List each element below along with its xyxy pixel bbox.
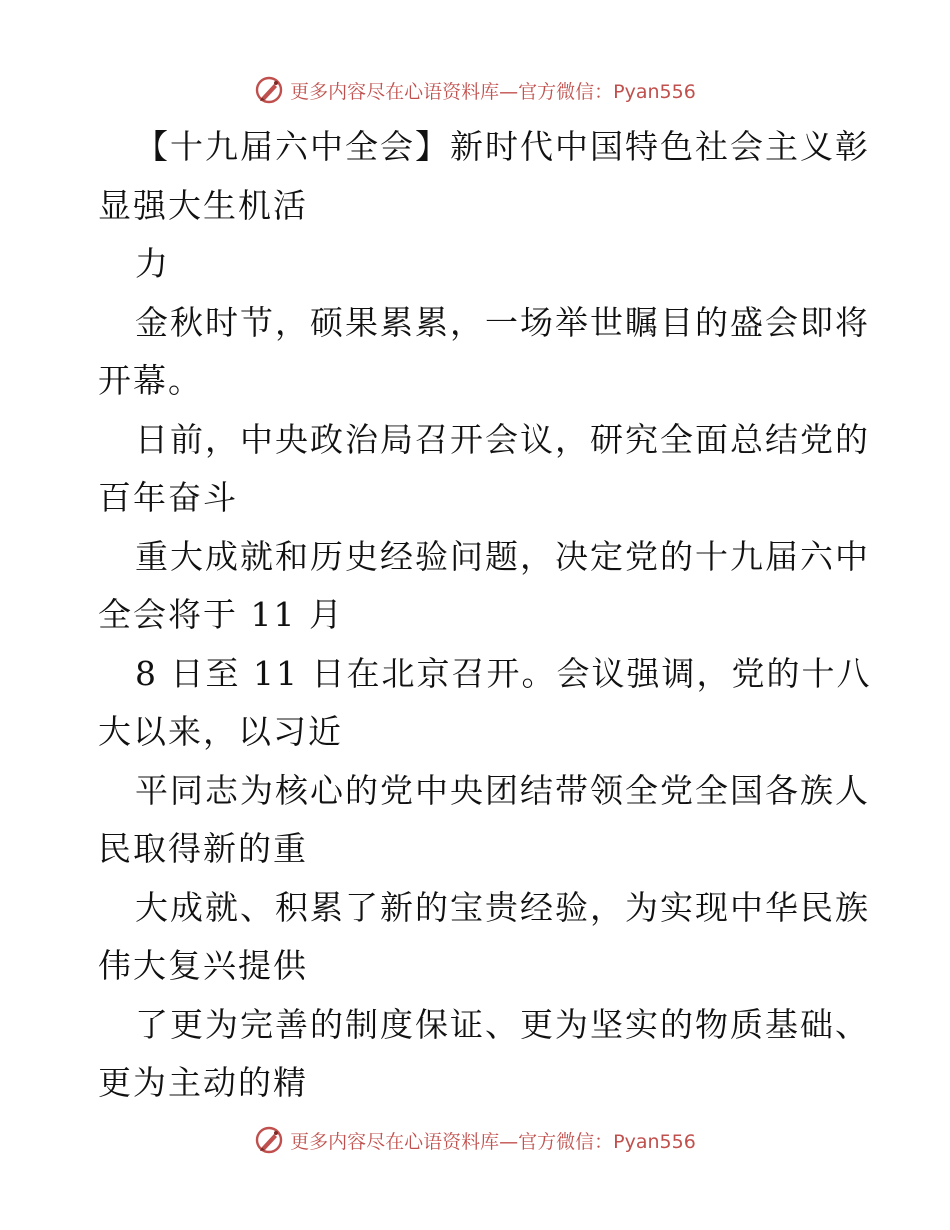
footer-banner	[0, 1120, 950, 1160]
text-line: 金秋时节，硕果累累，一场举世瞩目的盛会即将	[135, 302, 870, 342]
text-line: 更为主动的精	[98, 1063, 308, 1102]
text-line: 伟大复兴提供	[98, 946, 308, 985]
footer-banner-text: 更多内容尽在心语资料库—官方微信：Pyan556	[290, 1130, 696, 1153]
text-line: 开幕。	[98, 361, 203, 400]
text-line: 民取得新的重	[98, 829, 308, 868]
text-line: 显强大生机活	[98, 185, 308, 225]
text-line: 全会将于 11 月	[98, 595, 344, 634]
logo-pen-icon	[254, 75, 284, 105]
document-body	[98, 118, 872, 1113]
text-line: 大以来，以习近	[98, 712, 343, 751]
text-line: 了更为完善的制度保证、更为坚实的物质基础、	[135, 1004, 870, 1044]
header-banner-text: 更多内容尽在心语资料库—官方微信：Pyan556	[290, 80, 696, 103]
text-line: 8 日至 11 日在北京召开。会议强调，党的十八	[135, 653, 872, 693]
text-line: 百年奋斗	[98, 478, 238, 517]
text-line: 力	[135, 244, 170, 283]
text-line: 平同志为核心的党中央团结带领全党全国各族人	[135, 770, 870, 810]
header-banner	[0, 70, 950, 110]
text-line: 重大成就和历史经验问题，决定党的十九届六中	[135, 536, 870, 576]
logo-pen-icon	[254, 1125, 284, 1155]
text-line: 日前，中央政治局召开会议，研究全面总结党的	[135, 419, 870, 459]
text-line: 大成就、积累了新的宝贵经验，为实现中华民族	[135, 887, 870, 927]
text-line: 【十九届六中全会】新时代中国特色社会主义彰	[135, 127, 870, 166]
